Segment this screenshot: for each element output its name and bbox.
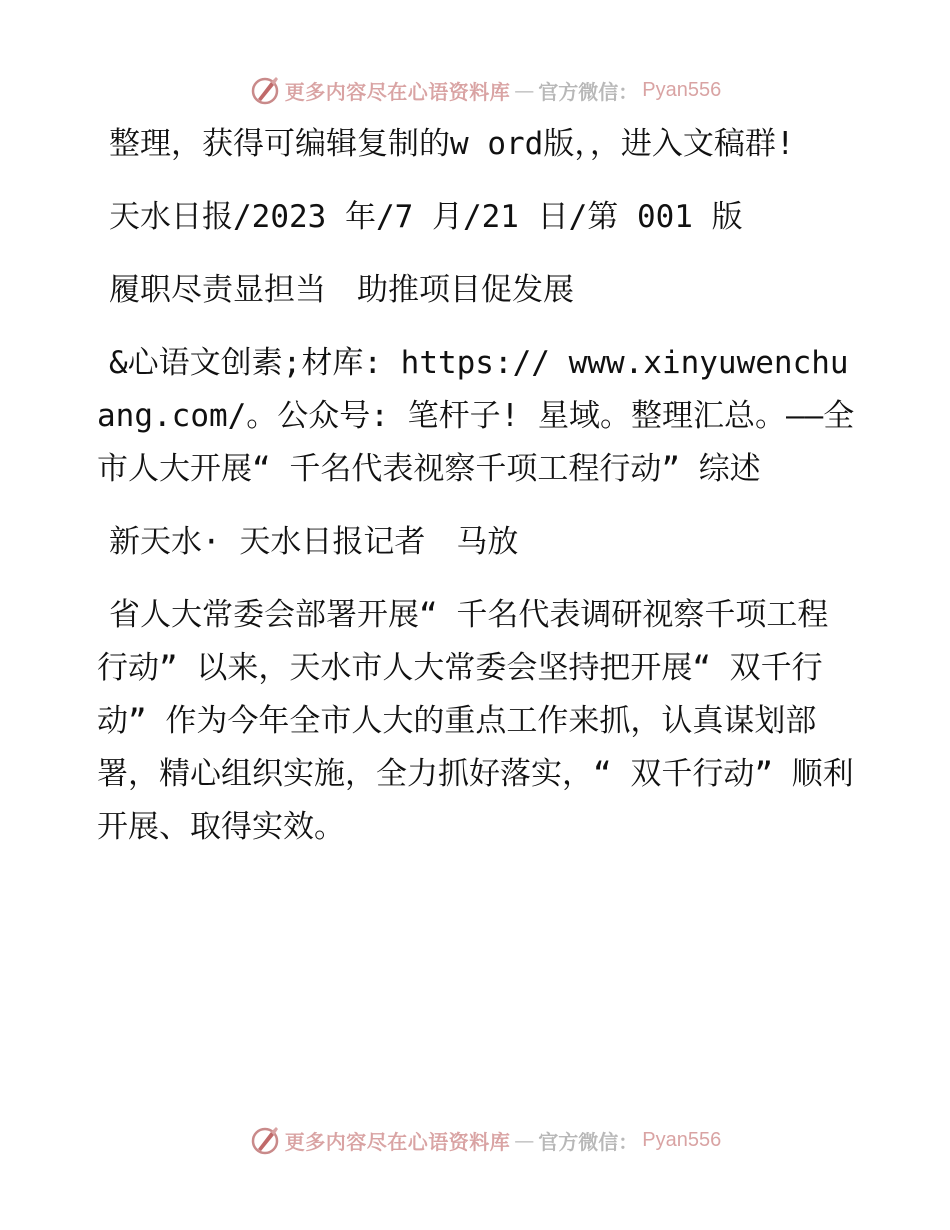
header-banner [0, 70, 950, 110]
paragraph-intro: 整理，获得可编辑复制的w ord版，，进入文稿群! [109, 126, 795, 162]
header-banner-inner [249, 74, 721, 106]
paragraph-subheadline: &心语文创素;材库: https:// www.xinyuwenchuang.com/。公众号: 笔杆子! 星域。整理汇总。——全市人大开展“ 千名代表视察千项工程行动” 综述 [97, 345, 855, 487]
footer-banner-inner [249, 1124, 721, 1156]
footer-banner-wechat-id: Pyan556 [642, 1128, 722, 1151]
header-banner-wechat-id: Pyan556 [642, 78, 722, 101]
paragraph-headline: 履职尽责显担当 助推项目促发展 [109, 272, 574, 308]
footer-banner-dash: — [514, 1128, 535, 1152]
header-banner-text: 更多内容尽在心语资料库 [284, 79, 511, 104]
header-banner-wechat-label: 官方微信： [538, 79, 639, 104]
paragraph-byline: 新天水· 天水日报记者 马放 [109, 524, 519, 560]
footer-banner [0, 1120, 950, 1160]
document-body [97, 118, 857, 874]
paragraph-source-date: 天水日报/2023 年/7 月/21 日/第 001 版 [109, 199, 743, 235]
footer-banner-wechat-label: 官方微信： [538, 1129, 639, 1154]
paragraph-body: 省人大常委会部署开展“ 千名代表调研视察千项工程行动” 以来，天水市人大常委会坚持把开展“ 双千行动” 作为今年全市人大的重点工作来抓，认真谋划部署，精心组织实施，全力抓好落实，“ 双千行动” 顺利开展、取得实效。 [97, 597, 854, 845]
header-banner-dash: — [514, 78, 535, 102]
footer-banner-text: 更多内容尽在心语资料库 [284, 1129, 511, 1154]
quill-pen-logo-icon [249, 74, 281, 106]
quill-pen-logo-icon [249, 1124, 281, 1156]
